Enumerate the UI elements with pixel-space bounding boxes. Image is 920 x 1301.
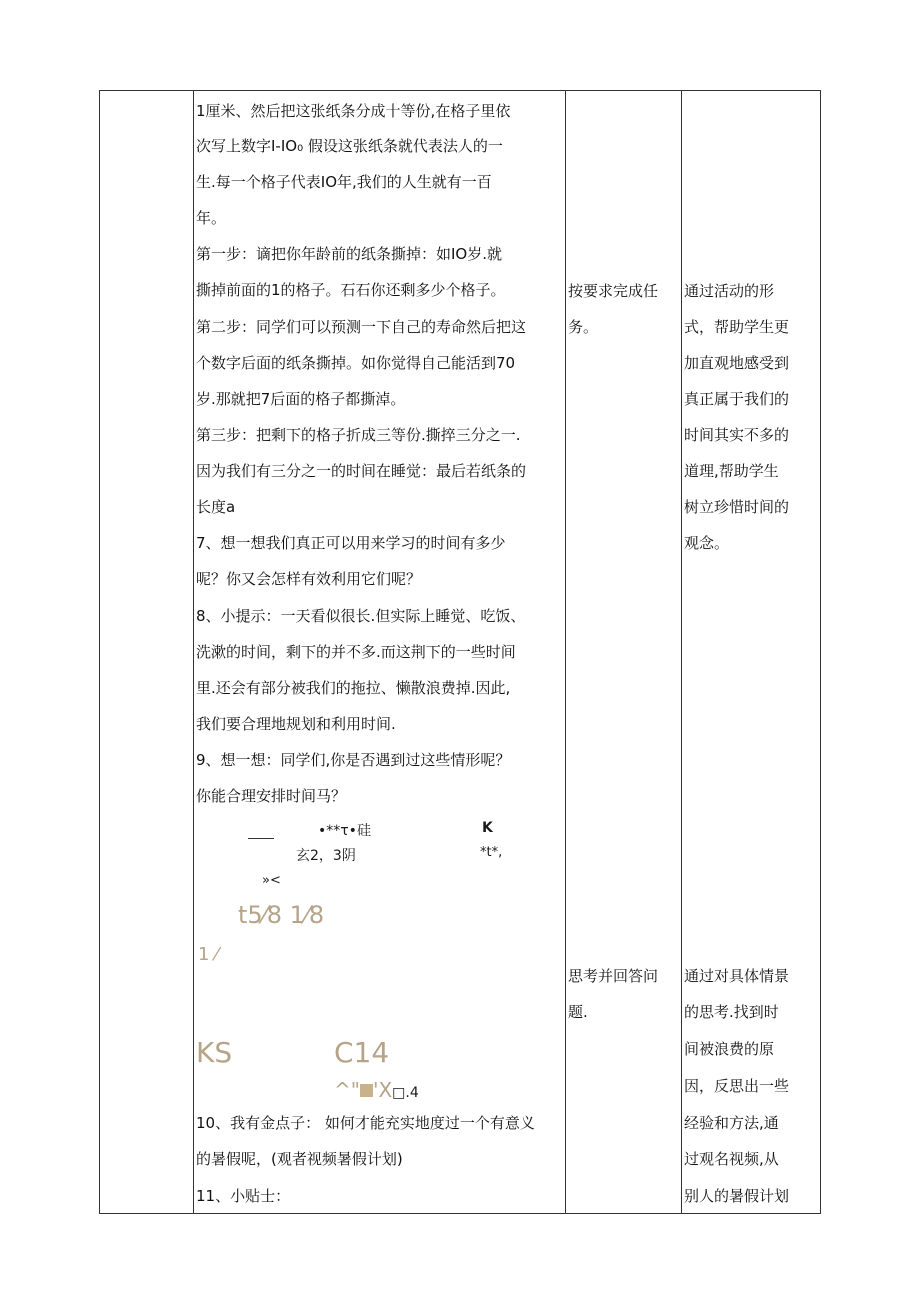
process-line: 第二步：同学们可以预测一下自己的寿命然后把这 <box>196 318 527 336</box>
process-line: 洗漱的时间，剩下的并不多.而这荆下的一些时间 <box>196 643 516 661</box>
process-line: 撕掉前面的1的格子。石石你还剩多少个格子。 <box>196 281 506 299</box>
process-line: 里.还会有部分被我们的拖拉、懒散浪费掉.因此, <box>196 679 511 697</box>
design-intent-line: 通过活动的形 <box>684 282 775 300</box>
student-activity-line: 按要求完成任 <box>568 282 659 300</box>
student-activity-line: 务。 <box>568 318 599 336</box>
design-intent-line: 因，反思出一些 <box>684 1077 790 1095</box>
figure-text-j <box>334 1078 419 1102</box>
process-line: 第一步：谪把你年龄前的纸条撕掉：如IO岁.就 <box>196 245 503 263</box>
process-line: 你能合理安排时间马？ <box>196 787 347 805</box>
design-intent-line: 通过对具体情景 <box>684 967 790 985</box>
figure-blank-line <box>248 838 274 839</box>
process-line: 年。 <box>196 209 227 227</box>
table-divider-1 <box>193 90 194 1214</box>
process-line: 岁.那就把7后面的格子都撕淖。 <box>196 390 406 408</box>
figure-text-e: »< <box>262 873 281 888</box>
design-intent-line: 时间其实不多的 <box>684 426 790 444</box>
process-line: 次写上数字I-IO₀ 假设这张纸条就代表法人的一 <box>196 137 503 155</box>
process-line: 7、想一想我们真正可以用来学习的时间有多少 <box>196 534 506 552</box>
figure-text-d: *t*, <box>480 845 503 860</box>
table-border-right <box>820 90 821 1214</box>
process-line: 因为我们有三分之一的时间在睡觉：最后若纸条的 <box>196 462 527 480</box>
process-line: 11、小贴士： <box>196 1187 291 1205</box>
process-line: 1厘米、然后把这张纸条分成十等份,在格子里依 <box>196 102 511 120</box>
student-activity-line: 思考并回答问 <box>568 967 659 985</box>
process-line: 的暑假呢，(观者视频暑假计划) <box>196 1150 403 1168</box>
table-divider-3 <box>681 90 682 1214</box>
figure-text-h: KS <box>196 1036 233 1069</box>
process-line: 呢？你又会怎样有效利用它们呢？ <box>196 570 422 588</box>
design-intent-line: 真正属于我们的 <box>684 390 790 408</box>
design-intent-line: 经验和方法,通 <box>684 1114 779 1132</box>
figure-text-j1: ^" <box>334 1078 360 1102</box>
design-intent-line: 道理,帮助学生 <box>684 462 779 480</box>
process-line: 个数字后面的纸条撕掉。如你觉得自己能活到70 <box>196 354 516 372</box>
figure-text-i: C14 <box>334 1036 390 1069</box>
design-intent-line: 间被浪费的原 <box>684 1040 775 1058</box>
design-intent-line: 树立珍惜时间的 <box>684 498 790 516</box>
table-bottom-border <box>99 1213 821 1214</box>
process-line: 10、我有金点子： 如何才能充实地度过一个有意义 <box>196 1114 535 1132</box>
figure-text-j3: □.4 <box>392 1085 419 1101</box>
figure-text-f: t5⁄8 1⁄8 <box>238 901 325 929</box>
design-intent-line: 过观名视频,从 <box>684 1150 779 1168</box>
process-line: 长度a <box>196 498 236 516</box>
process-line: 第三步：把剩下的格子折成三等份.撕捽三分之一. <box>196 426 521 444</box>
table-divider-2 <box>565 90 566 1214</box>
process-line: 9、想一想：同学们,你是否遇到过这些情形呢？ <box>196 751 511 769</box>
figure-text-j2: 'X <box>372 1078 393 1102</box>
design-intent-line: 的思考.找到时 <box>684 1003 779 1021</box>
design-intent-line: 式，帮助学生更 <box>684 318 790 336</box>
table-border-left <box>99 90 100 1214</box>
design-intent-line: 观念。 <box>684 534 730 552</box>
figure-text-b: K <box>482 820 493 836</box>
figure-text-c: 玄2，3阴 <box>296 848 356 864</box>
design-intent-line: 别人的暑假计划 <box>684 1187 790 1205</box>
process-line: 生.每一个格子代表IO年,我们的人生就有一百 <box>196 173 492 191</box>
figure-text-a: •**τ•硅 <box>318 823 371 839</box>
figure-block <box>360 1084 373 1097</box>
student-activity-line: 题. <box>568 1003 588 1021</box>
table-top-border <box>99 90 821 91</box>
design-intent-line: 加直观地感受到 <box>684 354 790 372</box>
process-line: 我们要合理地规划和利用时间. <box>196 715 396 733</box>
process-line: 8、小提示：一天看似很长.但实际上睡觉、吃饭、 <box>196 607 526 625</box>
figure-text-g: 1 ⁄ <box>198 944 219 965</box>
